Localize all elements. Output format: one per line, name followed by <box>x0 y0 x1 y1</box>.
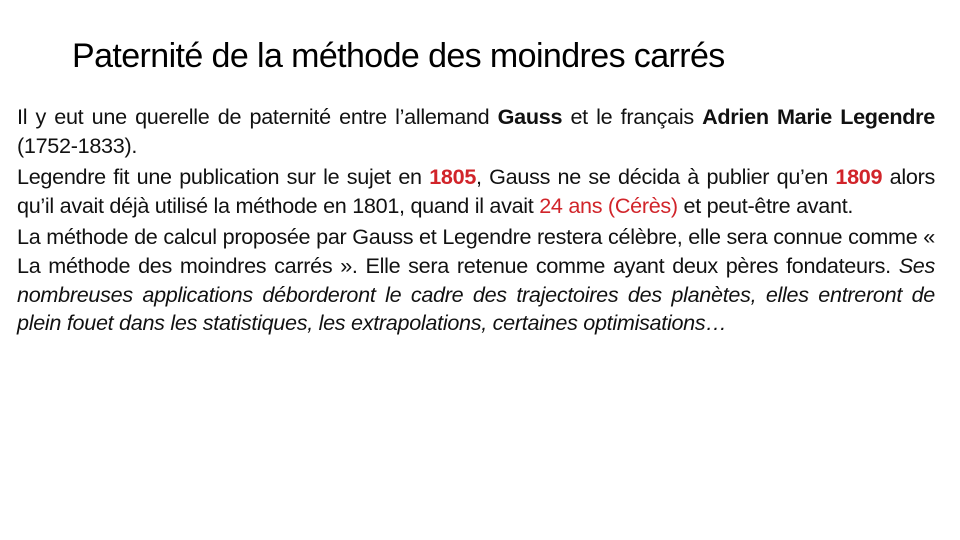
p1-text-3: (1752-1833). <box>17 132 138 158</box>
p2-text-2: , Gauss ne se décida à publier qu’en <box>476 164 836 190</box>
legendre-name: Adrien Marie Legendre <box>702 104 935 129</box>
p3-italic: Ses nombreuses applications déborderont le cadre des trajectoires des planètes, elles entreront de plein fouet dans les statistiques, les extrapolations, certaines optimisations… <box>17 252 935 336</box>
p2-text-1: Legendre fit une publication sur le sujet en <box>17 164 430 190</box>
year-1809: 1809 <box>835 164 883 190</box>
paragraph-publication <box>17 163 935 220</box>
paragraph-legacy <box>17 223 935 337</box>
p1-text-1: Il y eut une querelle de paternité entre l’allemand <box>17 104 498 129</box>
p3-text-1: La méthode de calcul proposée par Gauss et Legendre restera célèbre, elle sera connue comme « La méthode des moindres carrés ». Elle sera retenue comme ayant deux pères fondateurs. <box>17 224 935 278</box>
paragraph-quarrel <box>17 103 935 160</box>
year-1805: 1805 <box>429 164 477 190</box>
p2-text-3: alors qu’il avait déjà utilisé la méthode en 1801, quand il avait <box>17 164 935 218</box>
slide-body <box>17 103 935 341</box>
p1-text-2: et le français <box>562 104 703 129</box>
gauss-name: Gauss <box>497 104 563 129</box>
p2-text-4: et peut-être avant. <box>677 192 854 218</box>
age-ceres: 24 ans (Cérès) <box>539 192 678 218</box>
slide-title: Paternité de la méthode des moindres carrés <box>72 37 725 75</box>
